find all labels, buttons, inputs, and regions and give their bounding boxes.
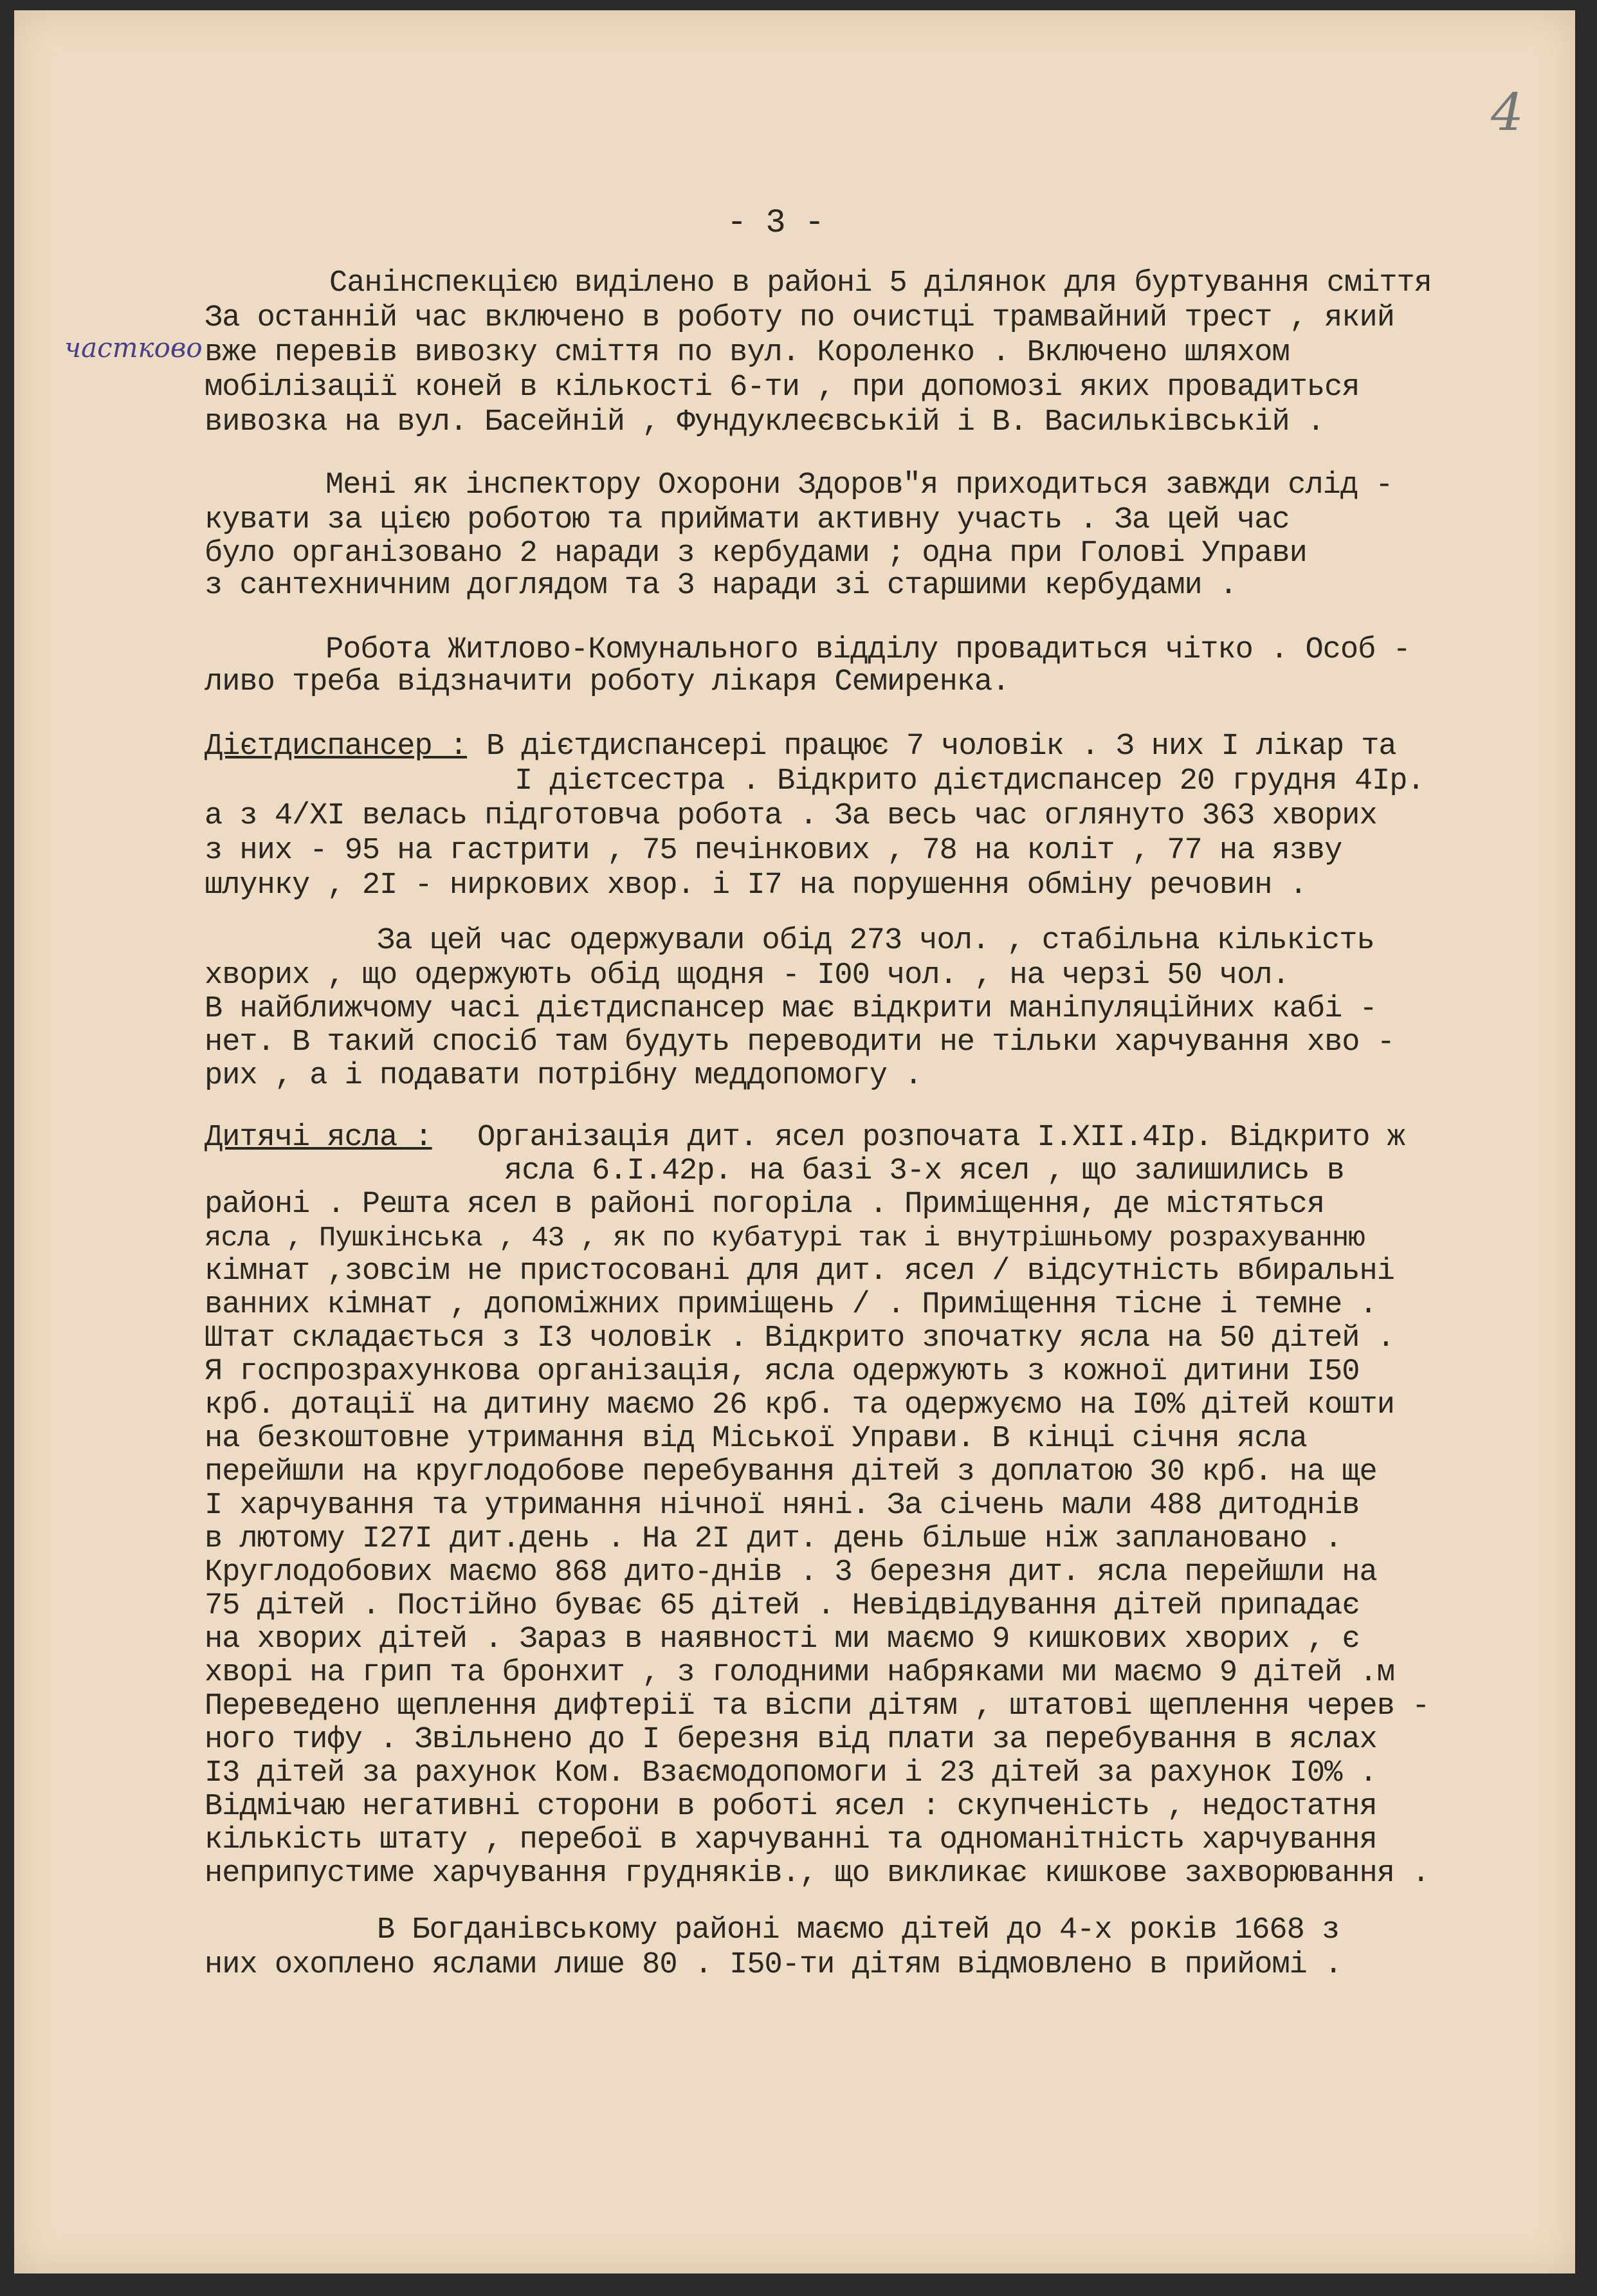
dietdisp-line: В дієтдиспансері працює 7 чоловік . З них I лікар та (486, 730, 1396, 764)
yasla-line: хворі на грип та бронхит , з голодними набряками ми маємо 9 дітей .м (205, 1656, 1394, 1690)
yasla-line: 75 дітей . Постійно буває 65 дітей . Невідвідування дітей припадає (205, 1589, 1360, 1623)
yasla-line: ясла 6.I.42р. на базі 3-х ясел , що залишились в (504, 1154, 1344, 1188)
yasla-line: Відмічаю негативні сторони в роботі ясел : скупченість , недостатня (205, 1790, 1377, 1824)
para2-line: кувати за цією роботою та приймати активну участь . За цей час (205, 503, 1290, 537)
para2-line: Мені як інспектору Охорони Здоров"я приходиться завжди слід - (325, 468, 1393, 502)
page-number: - 3 - (727, 204, 825, 242)
dietdisp-para-line: За цей час одержували обід 273 чол. , стабільна кількість (377, 924, 1374, 958)
dietdisp-line: I дієтсестра . Відкрито дієтдиспансер 20 грудня 4Ір. (515, 764, 1425, 798)
para1-line: За останній час включено в роботу по очистці трамвайний трест , який (205, 301, 1394, 335)
para1-line: Санінспекцією виділено в районі 5 ділянок для буртування сміття (329, 266, 1432, 300)
yasla-line: в лютому I27I дит.день . На 2I дит. день більше ніж заплановано . (205, 1522, 1342, 1556)
yasla-line: ного тифу . Звільнено до I березня від плати за перебування в яслах (205, 1723, 1377, 1757)
dietdisp-para-line: В найближчому часі дієтдиспансер має відкрити маніпуляційних кабі - (205, 992, 1377, 1026)
yasla-line: I харчування та утримання нічної няні. За січень мали 488 дитоднів (205, 1489, 1360, 1523)
para1-line: вивозка на вул. Басейній , Фундуклеєвській і В. Васильківській . (205, 405, 1325, 439)
dietdisp-line: а з 4/XI велась підготовча робота . За весь час оглянуто 363 хворих (205, 799, 1377, 833)
dietdisp-line: шлунку , 2I - ниркових хвор. і I7 на порушення обміну речовин . (205, 868, 1307, 903)
yasla-line: неприпустиме харчування грудняків., що викликає кишкове захворювання . (205, 1857, 1430, 1891)
yasla-line: ясла , Пушкінська , 43 , як по кубатурі так і внутрішньому розрахуванню (205, 1222, 1365, 1254)
yasla-line: Штат складається з I3 чоловік . Відкрито зпочатку ясла на 50 дітей . (205, 1321, 1394, 1355)
final-line: них охоплено яслами лише 80 . I50-ти дітям відмовлено в прийомі . (205, 1948, 1342, 1982)
final-line: В Богданівському районі маємо дітей до 4-х років 1668 з (377, 1913, 1340, 1947)
yasla-line: Організація дит. ясел розпочата I.XII.4Ір. Відкрито ж (477, 1121, 1405, 1155)
dietdisp-line: з них - 95 на гастрити , 75 печінкових , 78 на коліт , 77 на язву (205, 834, 1342, 868)
yasla-line: крб. дотації на дитину маємо 26 крб. та одержуємо на I0% дітей кошти (205, 1388, 1394, 1422)
yasla-line: кімнат ,зовсім не пристосовані для дит. ясел / відсутність вбиральні (205, 1254, 1394, 1289)
para2-line: з сантехничним доглядом та 3 наради зі старшими кербудами . (205, 569, 1237, 603)
para1-line: мобілізації коней в кількості 6-ти , при допомозі яких провадиться (205, 371, 1360, 405)
para3-line: ливо треба відзначити роботу лікаря Семиренка. (205, 665, 1010, 699)
dietdisp-para-line: хворих , що одержують обід щодня - I00 чол. , на черзі 50 чол. (205, 959, 1290, 993)
para1-line: вже перевів вивозку сміття по вул. Короленко . Включено шляхом (205, 336, 1290, 370)
yasla-line: районі . Решта ясел в районі погоріла . Приміщення, де містяться (205, 1188, 1325, 1222)
para2-line: було організовано 2 наради з кербудами ; одна при Голові Управи (205, 537, 1307, 571)
yasla-line: Я госпрозрахункова організація, ясла одержують з кожної дитини I50 (205, 1355, 1360, 1389)
yasla-heading: Дитячі ясла : (205, 1121, 432, 1155)
dietdisp-para-line: нет. В такий спосіб там будуть переводити не тільки харчування хво - (205, 1025, 1394, 1060)
folio-number: 4 (1491, 82, 1524, 142)
yasla-line: на безкоштовне утримання від Міської Управи. В кінці січня ясла (205, 1422, 1307, 1456)
yasla-line: ванних кімнат , допоміжних приміщень / . Приміщення тісне і темне . (205, 1288, 1377, 1322)
dietdisp-heading: Дієтдиспансер : (205, 730, 468, 764)
para3-line: Робота Житлово-Комунального відділу провадиться чітко . Особ - (325, 633, 1410, 667)
dietdisp-para-line: рих , а і подавати потрібну меддопомогу . (205, 1059, 922, 1093)
yasla-line: Круглодобових маємо 868 дито-днів . 3 березня дит. ясла перейшли на (205, 1556, 1377, 1590)
yasla-line: на хворих дітей . Зараз в наявності ми маємо 9 кишкових хворих , є (205, 1622, 1360, 1657)
yasla-line: кількість штату , перебої в харчуванні та одноманітність харчування (205, 1823, 1377, 1857)
yasla-line: Переведено щеплення дифтерії та віспи дітям , штатові щеплення черев - (205, 1689, 1430, 1723)
yasla-line: перейшли на круглодобове перебування дітей з доплатою 30 крб. на ще (205, 1455, 1377, 1489)
margin-note: частково (64, 332, 203, 363)
yasla-line: I3 дітей за рахунок Ком. Взаємодопомоги і 23 дітей за рахунок I0% . (205, 1756, 1377, 1790)
